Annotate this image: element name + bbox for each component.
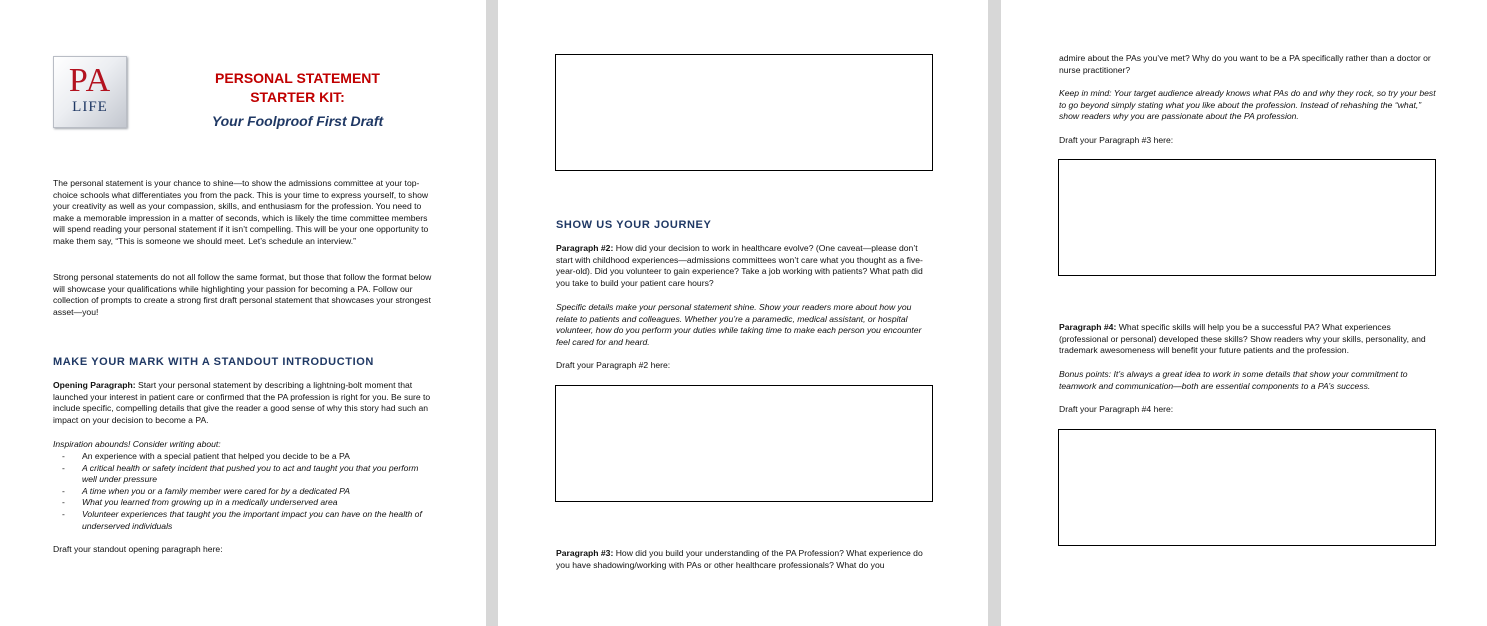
paragraph-3-draft-prompt: Draft your Paragraph #3 here: <box>1059 135 1174 145</box>
paragraph-4-label: Paragraph #4: <box>1059 322 1117 332</box>
document-page-3 <box>1001 0 1487 626</box>
list-item: - A critical health or safety incident that pushed you to act and taught you that you perform well under pressure <box>53 463 433 486</box>
document-title <box>150 69 445 129</box>
opening-paragraph-prompt <box>53 380 433 426</box>
opening-draft-prompt: Draft your standout opening paragraph here: <box>53 544 223 554</box>
paragraph-2-text: How did your decision to work in healthcare evolve? (One caveat—please don’t start with childhood experiences—admissions committees won’t care what you thought as a five-year-old). Did you volunteer to gain experience? Take a job working with patients? What path did you take to build your patient care hours? <box>556 243 923 288</box>
title-line-2: STARTER KIT: <box>250 89 345 105</box>
paragraph-4-draft-prompt: Draft your Paragraph #4 here: <box>1059 404 1174 414</box>
logo-text-pa: PA <box>68 62 112 99</box>
section-heading-journey: SHOW US YOUR JOURNEY <box>556 219 712 231</box>
document-page-1 <box>0 0 486 626</box>
logo-text-life: LIFE <box>72 99 108 115</box>
intro-paragraph-1: The personal statement is your chance to shine—to show the admissions committee at your top-choice schools what differentiates you from the pack. This is your time to express yourself, to show your creativity as well as your compassion, skills, and enthusiasm for the profession. You need to make a memorable impression in a matter of seconds, which is likely the time committee members will spend reading your personal statement if it isn’t compelling. This will be your one opportunity to make them say, “This is someone we should meet. Let’s schedule an interview.” <box>53 178 429 246</box>
list-item: - Volunteer experiences that taught you the important impact you can have on the health of underserved individuals <box>53 509 433 532</box>
paragraph-2-tip: Specific details make your personal statement shine. Show your readers more about how you relate to patients and colleagues. Whether you’re a paramedic, medical assistant, or hospital volunteer, how do you perform your duties while taking time to make each person you encounter feel cared for and heard. <box>556 302 922 347</box>
document-page-2 <box>498 0 988 626</box>
list-item: - An experience with a special patient that helped you decide to be a PA <box>53 451 433 463</box>
paragraph-4-tip: Bonus points: It’s always a great idea to work in some details that show your commitment to teamwork and communication—both are essential components to a PA’s success. <box>1059 369 1408 391</box>
paragraph-3-label: Paragraph #3: <box>556 548 614 558</box>
paragraph-2-draft-box[interactable] <box>555 385 933 502</box>
section-heading-introduction: MAKE YOUR MARK WITH A STANDOUT INTRODUCTION <box>53 356 374 368</box>
paragraph-3-draft-box[interactable] <box>1058 159 1436 276</box>
opening-paragraph-label: Opening Paragraph: <box>53 380 136 390</box>
paragraph-3-text: How did you build your understanding of the PA Profession? What experience do you have shadowing/working with PAs or other healthcare professionals? What do you <box>556 548 923 570</box>
inspiration-intro: Inspiration abounds! Consider writing about: <box>53 439 221 449</box>
title-subtitle: Your Foolproof First Draft <box>211 113 384 129</box>
pa-life-logo <box>53 56 127 128</box>
paragraph-2-prompt <box>556 243 932 289</box>
title-line-1: PERSONAL STATEMENT <box>215 70 380 86</box>
page-gutter <box>486 0 498 626</box>
paragraph-3-prompt <box>556 548 932 571</box>
list-item: - A time when you or a family member were cared for by a dedicated PA <box>53 486 433 498</box>
list-item: - What you learned from growing up in a medically underserved area <box>53 497 433 509</box>
opening-draft-box[interactable] <box>555 54 933 171</box>
paragraph-4-draft-box[interactable] <box>1058 429 1436 546</box>
page-gutter <box>988 0 1001 626</box>
paragraph-2-draft-prompt: Draft your Paragraph #2 here: <box>556 360 671 370</box>
inspiration-list <box>53 451 433 532</box>
opening-paragraph-text: Start your personal statement by describing a lightning-bolt moment that launched your interest in patient care or confirmed that the PA profession is right for you. Be sure to include specific, compelling details that give the reader a good sense of why this story had such an impact on your decision to become a PA. <box>53 380 431 425</box>
paragraph-4-prompt <box>1059 322 1437 357</box>
paragraph-2-label: Paragraph #2: <box>556 243 614 253</box>
paragraph-3-continued: admire about the PAs you’ve met? Why do you want to be a PA specifically rather than a doctor or nurse practitioner? <box>1059 53 1431 75</box>
intro-paragraph-2: Strong personal statements do not all follow the same format, but those that follow the format below will showcase your qualifications while highlighting your passion for becoming a PA. Follow our collection of prompts to create a strong first draft personal statement that showcases your strongest asset—you! <box>53 272 432 317</box>
paragraph-4-text: What specific skills will help you be a successful PA? What experiences (professional or personal) developed these skills? Show readers why your skills, personality, and trademark awesomeness will benefit your future patients and the profession. <box>1059 322 1426 356</box>
paragraph-3-tip: Keep in mind: Your target audience already knows what PAs do and why they rock, so try your best to go beyond simply stating what you like about the profession. Instead of rehashing the “what,” show readers why you are passionate about the PA profession. <box>1059 88 1436 122</box>
